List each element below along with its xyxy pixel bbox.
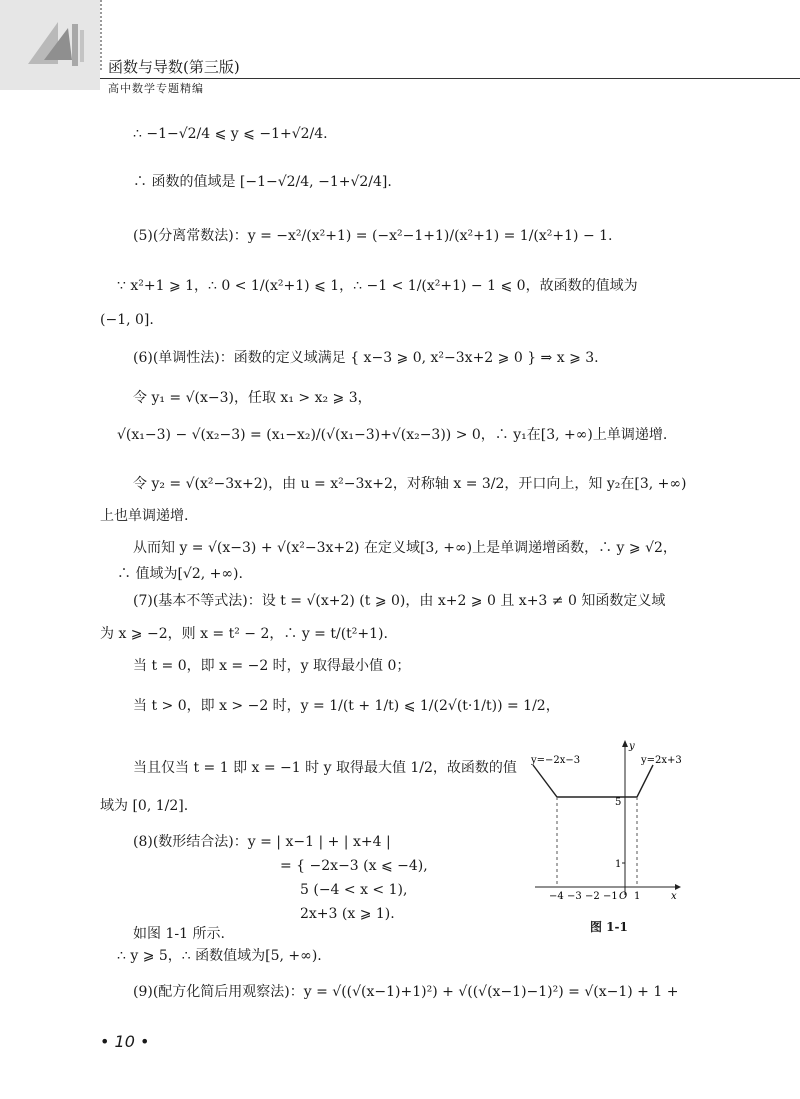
- text-line: ∴ 值域为[√2, +∞).: [117, 566, 243, 582]
- text-line: 5 (−4 < x < 1),: [300, 882, 408, 898]
- text-line: ∴ 函数的值域是 [−1−√2/4, −1+√2/4].: [133, 174, 392, 190]
- x-tick-label: −1: [603, 891, 618, 902]
- book-subtitle: 高中数学专题精编: [108, 82, 204, 95]
- text-line: 当 t > 0，即 x > −2 时，y = 1/(t + 1/t) ⩽ 1/(2√(t·1/t)) = 1/2，: [133, 698, 560, 714]
- text-line: 如图 1-1 所示.: [133, 926, 225, 942]
- x-tick-label: −2: [585, 891, 600, 902]
- figure-caption: 图 1-1: [590, 920, 628, 934]
- text-line: = { −2x−3 (x ⩽ −4),: [280, 858, 428, 874]
- text-line: ∴ −1−√2/4 ⩽ y ⩽ −1+√2/4.: [133, 126, 328, 142]
- label-right-line: y=2x+3: [641, 755, 682, 766]
- header-rule: [100, 78, 800, 79]
- text-line: (9)(配方化简后用观察法)：y = √((√(x−1)+1)²) + √((√(x−1)−1)²) = √(x−1) + 1 +: [133, 984, 679, 1000]
- text-line: (7)(基本不等式法)：设 t = √(x+2) (t ⩾ 0)，由 x+2 ⩾ 0 且 x+3 ≠ 0 知函数定义域: [133, 593, 666, 609]
- text-line: √(x₁−3) − √(x₂−3) = (x₁−x₂)/(√(x₁−3)+√(x₂−3)) > 0，∴ y₁在[3, +∞)上单调递增.: [117, 427, 668, 443]
- text-line: 上也单调递增.: [100, 508, 189, 524]
- text-line: 当 t = 0，即 x = −2 时，y 取得最小值 0；: [133, 658, 411, 674]
- text-line: 为 x ⩾ −2，则 x = t² − 2，∴ y = t/(t²+1).: [100, 626, 388, 642]
- y-tick-label-5: 5: [615, 797, 622, 808]
- text-line: 令 y₁ = √(x−3)，任取 x₁ > x₂ ⩾ 3，: [133, 390, 372, 406]
- text-line: ∵ x²+1 ⩾ 1，∴ 0 < 1/(x²+1) ⩽ 1，∴ −1 < 1/(x²+1) − 1 ⩽ 0，故函数的值域为: [117, 278, 638, 294]
- book-title: 函数与导数(第三版): [108, 58, 240, 76]
- x-tick-label: −3: [567, 891, 582, 902]
- text-line: 2x+3 (x ⩾ 1).: [300, 906, 395, 922]
- graph-curve: [533, 765, 653, 797]
- text-line: 令 y₂ = √(x²−3x+2)，由 u = x²−3x+2，对称轴 x = 3/2，开口向上，知 y₂在[3, +∞): [133, 476, 687, 492]
- text-line: 当且仅当 t = 1 即 x = −1 时 y 取得最大值 1/2，故函数的值: [133, 760, 517, 776]
- y-tick-label-1: 1: [615, 859, 622, 870]
- text-line: (5)(分离常数法)：y = −x²/(x²+1) = (−x²−1+1)/(x²+1) = 1/(x²+1) − 1.: [133, 228, 613, 244]
- text-line: 从而知 y = √(x−3) + √(x²−3x+2) 在定义域[3, +∞)上是单调递增函数，∴ y ⩾ √2，: [133, 540, 677, 556]
- x-tick-label: −4: [549, 891, 564, 902]
- page-number: • 10 •: [100, 1032, 150, 1051]
- ruler-triangle-icon: [22, 14, 92, 74]
- text-line: ∴ y ⩾ 5，∴ 函数值域为[5, +∞).: [117, 948, 322, 964]
- figure-graph: [525, 735, 705, 905]
- origin-label: O: [619, 891, 628, 902]
- text-line: 域为 [0, 1/2].: [100, 798, 189, 814]
- y-axis-label: y: [629, 741, 635, 752]
- x-tick-label: 1: [634, 891, 641, 902]
- text-line: (8)(数形结合法)：y = | x−1 | + | x+4 |: [133, 834, 391, 850]
- text-line: (6)(单调性法)：函数的定义域满足 { x−3 ⩾ 0, x²−3x+2 ⩾ 0 } ⇒ x ⩾ 3.: [133, 350, 599, 366]
- text-line: (−1, 0].: [100, 312, 154, 328]
- x-axis-label: x: [671, 891, 677, 902]
- header-dotted-border: [100, 0, 102, 70]
- label-left-line: y=−2x−3: [531, 755, 581, 766]
